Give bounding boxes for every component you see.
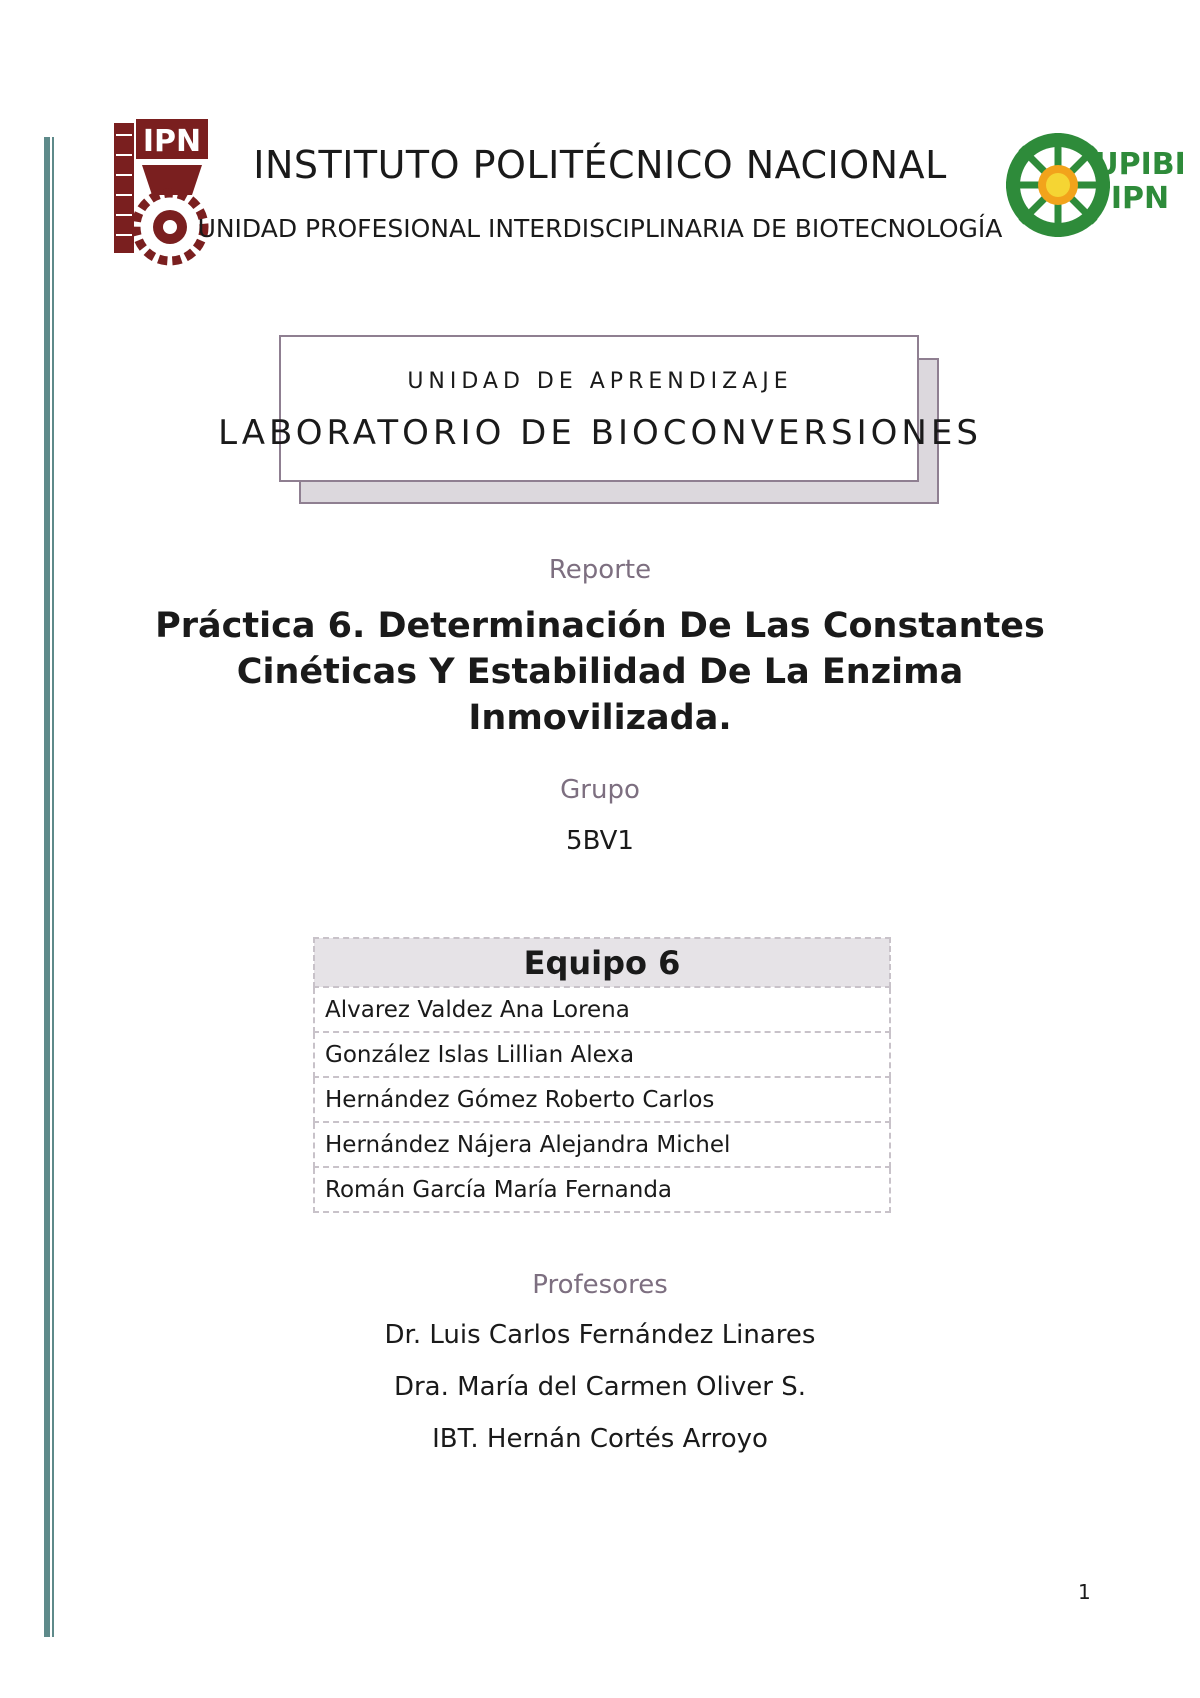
course-name: LABORATORIO DE BIOCONVERSIONES bbox=[218, 413, 982, 453]
institute-title: INSTITUTO POLITÉCNICO NACIONAL bbox=[253, 143, 947, 187]
svg-text:UPIBI: UPIBI bbox=[1094, 147, 1186, 182]
professor-name: Dr. Luis Carlos Fernández Linares bbox=[384, 1320, 816, 1350]
table-row bbox=[314, 1167, 890, 1212]
svg-text:IPN: IPN bbox=[1110, 181, 1170, 216]
table-row bbox=[314, 987, 890, 1032]
team-member: González Islas Lillian Alexa bbox=[314, 1032, 890, 1077]
ipn-logo bbox=[112, 115, 222, 270]
team-table bbox=[313, 937, 891, 1213]
team-member: Hernández Gómez Roberto Carlos bbox=[314, 1077, 890, 1122]
professor-name: IBT. Hernán Cortés Arroyo bbox=[432, 1424, 768, 1454]
table-row bbox=[314, 1122, 890, 1167]
table-row bbox=[314, 1032, 890, 1077]
page-number: 1 bbox=[1078, 1580, 1091, 1604]
svg-text:IPN: IPN bbox=[142, 124, 202, 159]
group-value: 5BV1 bbox=[566, 826, 634, 856]
team-member: Alvarez Valdez Ana Lorena bbox=[314, 987, 890, 1032]
course-box bbox=[279, 335, 919, 482]
table-row bbox=[314, 1077, 890, 1122]
team-header-row bbox=[314, 938, 890, 987]
team-member: Román García María Fernanda bbox=[314, 1167, 890, 1212]
professor-name: Dra. María del Carmen Oliver S. bbox=[393, 1372, 807, 1402]
report-label: Reporte bbox=[548, 555, 652, 585]
professors-label: Profesores bbox=[532, 1270, 668, 1300]
unit-subtitle: UNIDAD PROFESIONAL INTERDISCIPLINARIA DE BIOTECNOLOGÍA bbox=[197, 214, 1003, 243]
left-border-bar bbox=[44, 137, 50, 1637]
team-title: Equipo 6 bbox=[314, 938, 890, 987]
left-border-line bbox=[52, 137, 54, 1637]
group-label: Grupo bbox=[560, 775, 640, 805]
course-box-label: UNIDAD DE APRENDIZAJE bbox=[407, 369, 793, 394]
practice-title: Práctica 6. Determinación De Las Constantes Cinéticas Y Estabilidad De La Enzima Inmovilizada. bbox=[155, 606, 1045, 738]
team-member: Hernández Nájera Alejandra Michel bbox=[314, 1122, 890, 1167]
